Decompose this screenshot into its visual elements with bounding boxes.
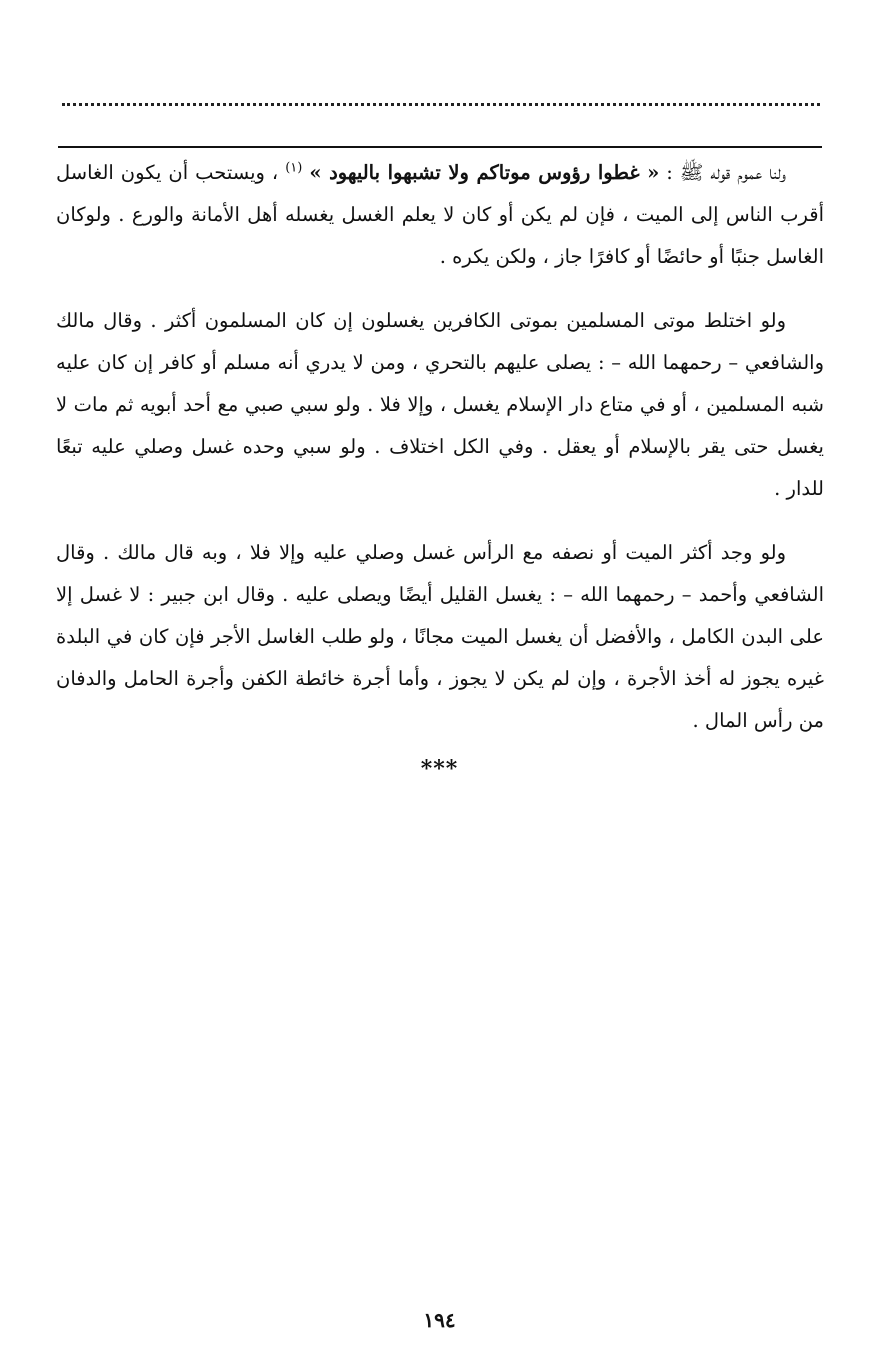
page-number: ١٩٤	[423, 1308, 456, 1332]
paragraph-3: ولو وجد أكثر الميت أو نصفه مع الرأس غسل وصلي عليه وإلا فلا ، وبه قال مالك . وقال الشافعي وأحمد – رحمهما الله – : يغسل القليل أيضًا ويصلى عليه . وقال ابن جبير : لا غسل إلا على البدن الكامل ، والأفضل أن يغسل الميت مجانًا ، ولو طلب الغاسل الأجر فإن كان في البلدة غيره يجوز له أخذ الأجرة ، وإن لم يكن لا يجوز ، وأما أجرة خائطة الكفن وأجرة الحامل والدفان من رأس المال .	[56, 541, 824, 732]
paragraph-1-lead: ولنا عموم قوله ﷺ :	[659, 161, 786, 184]
paragraph-1	[56, 152, 824, 278]
paragraph-2: ولو اختلط موتى المسلمين بموتى الكافرين يغسلون إن كان المسلمون أكثر . وقال مالك والشافعي – رحمهما الله – : يصلى عليهم بالتحري ، ومن لا يدري أنه مسلم أو كافر إن كان عليه شبه المسلمين ، أو في متاع دار الإسلام يغسل ، وإلا فلا . ولو سبي صبي مع أحد أبويه ثم مات لا يغسل حتى يقر بالإسلام أو يعقل . وفي الكل اختلاف . ولو سبي وحده غسل وصلي عليه تبعًا للدار .	[56, 309, 824, 500]
footnote-reference[interactable]: (١)	[285, 160, 303, 176]
paragraph-1-rest: ، ويستحب أن يكون الغاسل أقرب الناس إلى الميت ، فإن لم يكن أو كان لا يعلم الغسل يغسله أهل الأمانة والورع . ولوكان الغاسل جنبًا أو حائضًا أو كافرًا جاز ، ولكن يكره .	[56, 161, 824, 268]
hadith-quote: « غطوا رؤوس موتاكم ولا تشبهوا باليهود »	[309, 161, 660, 184]
section-separator: ***	[420, 756, 459, 782]
header-dotted-rule	[62, 103, 820, 106]
header-solid-rule	[58, 146, 822, 148]
body-text	[56, 152, 824, 742]
